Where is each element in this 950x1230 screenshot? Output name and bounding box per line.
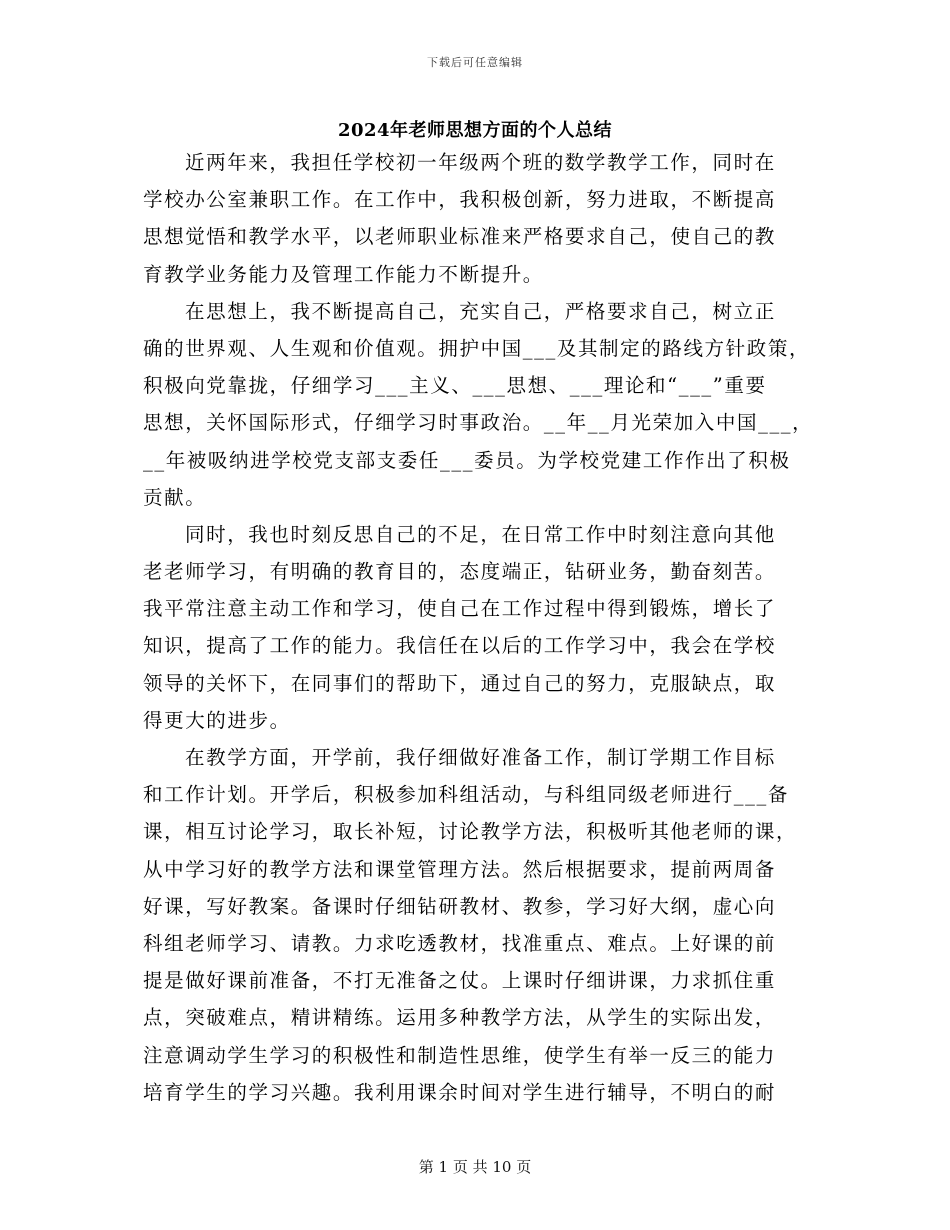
- paragraph-line: 提是做好课前准备，不打无准备之仗。上课时仔细讲课，力求抓住重: [143, 969, 777, 993]
- paragraph-line: 从中学习好的教学方法和课堂管理方法。然后根据要求，提前两周备: [143, 857, 777, 881]
- paragraph-line: 学校办公室兼职工作。在工作中，我积极创新，努力进取，不断提高: [143, 188, 777, 212]
- paragraph-line: 近两年来，我担任学校初一年级两个班的数学教学工作，同时在: [185, 151, 776, 174]
- paragraph-line: 育教学业务能力及管理工作能力不断提升。: [143, 262, 544, 286]
- paragraph-line: 在思想上，我不断提高自己，充实自己，严格要求自己，树立正: [185, 299, 776, 323]
- paragraph-line: 培育学生的学习兴趣。我利用课余时间对学生进行辅导，不明白的耐: [143, 1080, 777, 1104]
- paragraph-3: [143, 516, 815, 739]
- paragraph-line: 我平常注意主动工作和学习，使自己在工作过程中得到锻炼，增长了: [143, 597, 777, 621]
- paragraph-1: [143, 144, 815, 293]
- paragraph-line: 老老师学习，有明确的教育目的，态度端正，钻研业务，勤奋刻苦。: [143, 560, 777, 584]
- paragraph-line: 点，突破难点，精讲精练。运用多种教学方法，从学生的实际出发，: [143, 1006, 777, 1030]
- paragraph-line: 好课，写好教案。备课时仔细钻研教材、教参，学习好大纲，虚心向: [143, 894, 777, 918]
- paragraph-line: 注意调动学生学习的积极性和制造性思维，使学生有举一反三的能力: [143, 1043, 777, 1067]
- paragraph-line: 领导的关怀下，在同事们的帮助下，通过自己的努力，克服缺点，取: [143, 671, 777, 695]
- paragraph-line: 得更大的进步。: [143, 708, 291, 732]
- paragraph-line: 思想，关怀国际形式，仔细学习时事政治。__年__月光荣加入中国___，: [143, 411, 814, 435]
- paragraph-2: [143, 293, 815, 516]
- paragraph-line: 积极向党靠拢，仔细学习___主义、___思想、___理论和“___”重要: [143, 374, 767, 398]
- paragraph-line: 课，相互讨论学习，取长补短，讨论教学方法，积极听其他老师的课，: [143, 820, 798, 844]
- paragraph-line: 思想觉悟和教学水平，以老师职业标准来严格要求自己，使自己的教: [143, 225, 777, 249]
- paragraph-line: 科组老师学习、请教。力求吃透教材，找准重点、难点。上好课的前: [143, 931, 777, 955]
- paragraph-line: 同时，我也时刻反思自己的不足，在日常工作中时刻注意向其他: [185, 522, 776, 546]
- page-number-footer: 第 1 页 共 10 页: [418, 1158, 532, 1176]
- header-note: 下载后可任意编辑: [427, 56, 523, 69]
- document-title: 2024年老师思想方面的个人总结: [337, 120, 613, 141]
- paragraph-line: 在教学方面，开学前，我仔细做好准备工作，制订学期工作目标: [185, 746, 776, 769]
- paragraph-line: 贡献。: [143, 485, 207, 509]
- paragraph-line: 和工作计划。开学后，积极参加科组活动，与科组同级老师进行___备: [143, 783, 789, 807]
- document-body: [143, 144, 815, 1111]
- paragraph-line: 确的世界观、人生观和价值观。拥护中国___及其制定的路线方针政策，: [143, 336, 811, 360]
- paragraph-line: __年被吸纳进学校党支部支委任___委员。为学校党建工作作出了积极: [143, 448, 791, 472]
- paragraph-line: 知识，提高了工作的能力。我信任在以后的工作学习中，我会在学校: [143, 634, 777, 658]
- paragraph-4: [143, 739, 815, 1111]
